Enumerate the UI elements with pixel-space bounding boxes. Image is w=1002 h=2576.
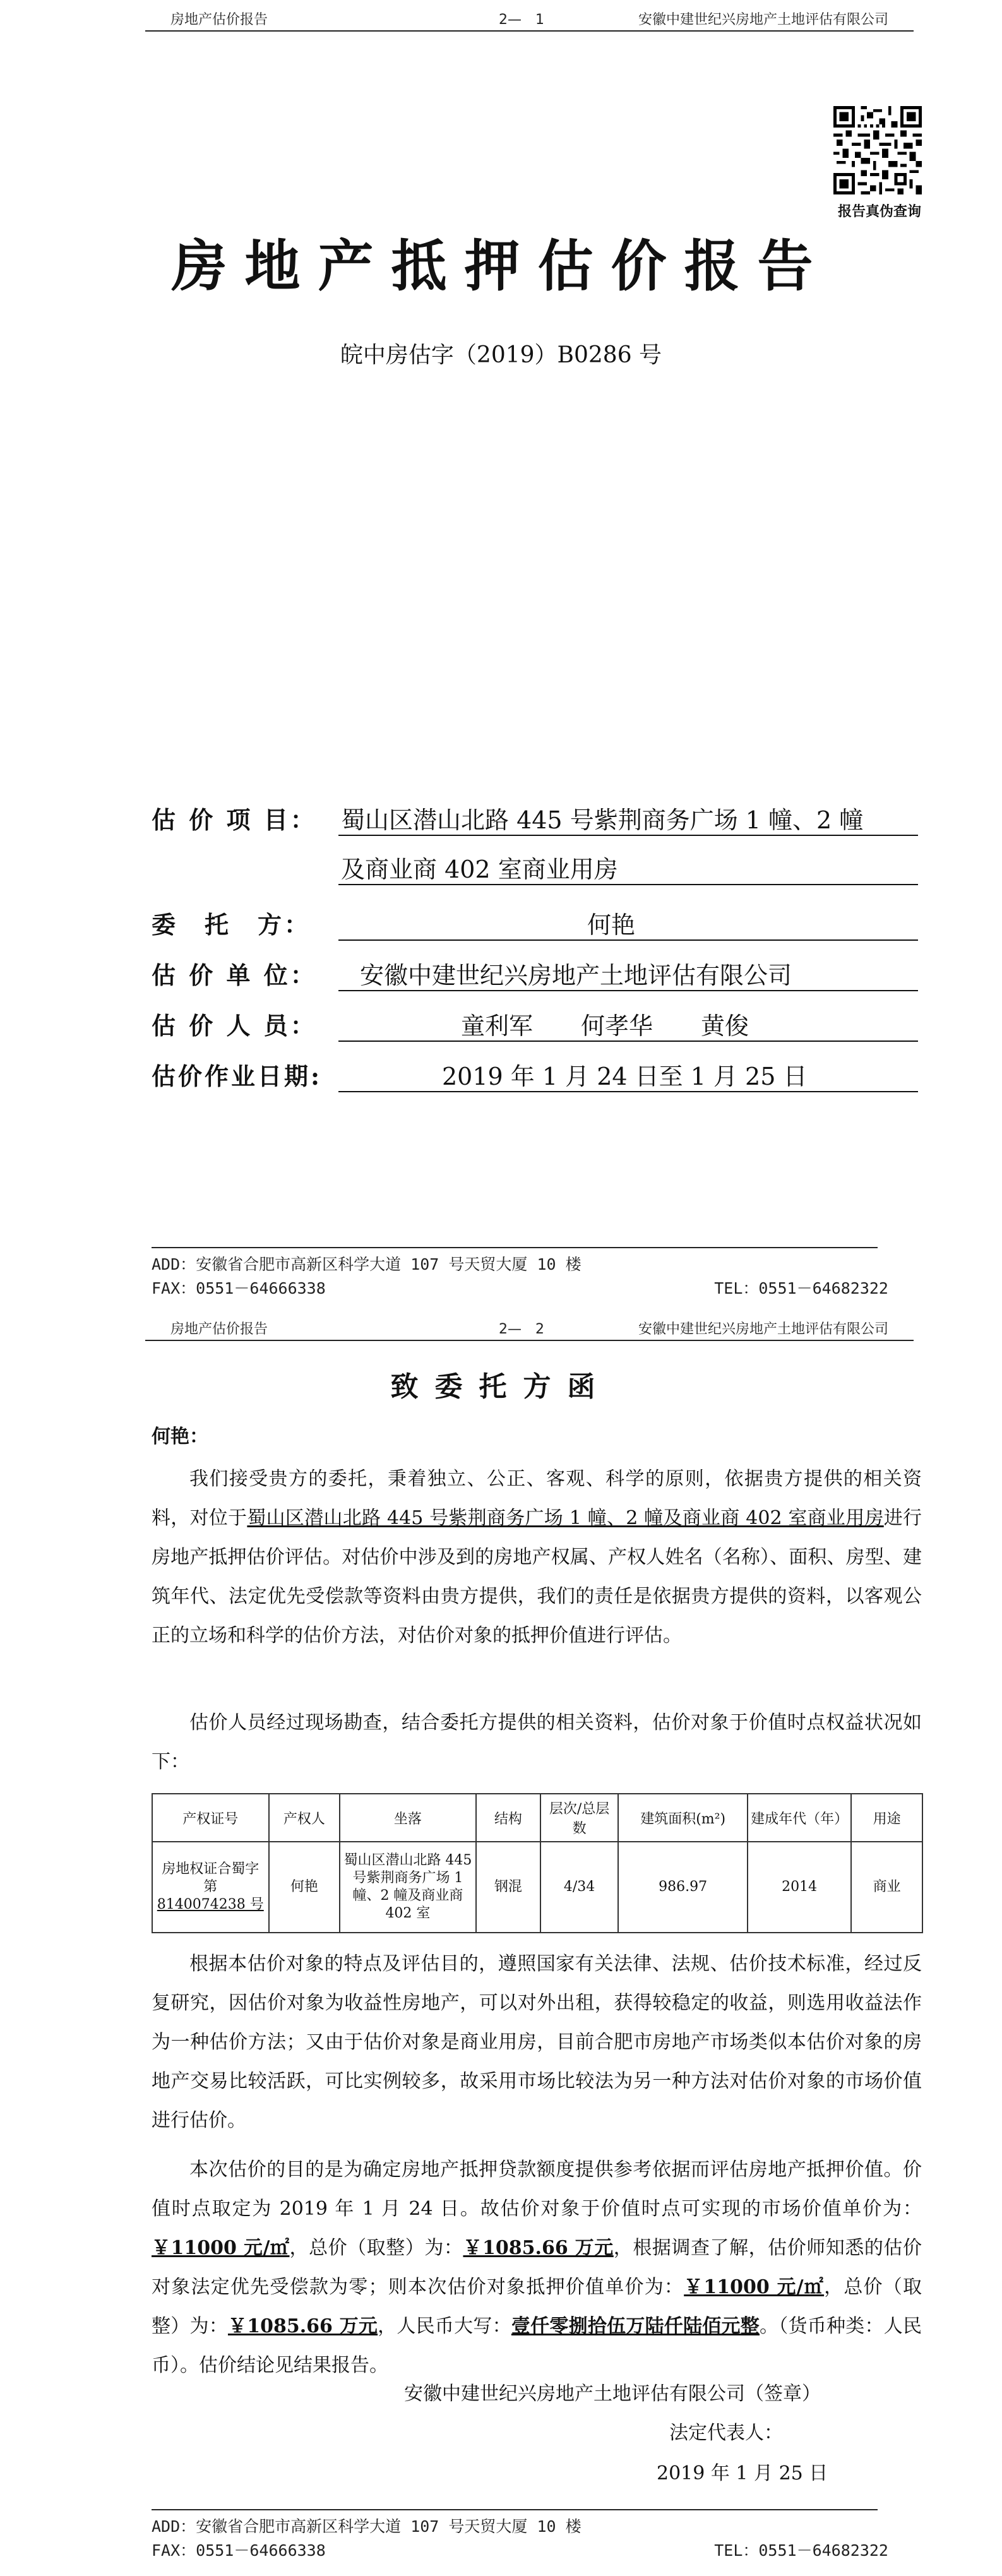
property-table xyxy=(152,1793,923,1933)
paragraph-4-f: 。（货币种类：人民币）。估价结论见结果报告。 xyxy=(152,2315,922,2376)
paragraph-4-b: ，总价（取整）为： xyxy=(289,2237,463,2259)
paragraph-4 xyxy=(152,2150,922,2385)
paragraph-4-c: ，根据调查了解，估价师知悉的估价对象法定优先受偿款为零；则本次估价对象抵押价值单价为： xyxy=(152,2237,922,2298)
table-header: 建成年代（年） xyxy=(748,1794,851,1842)
table-header: 结构 xyxy=(476,1794,541,1842)
field-appraisers-label: 估 价 人 员： xyxy=(152,1011,317,1040)
field-project-value-line1: 蜀山区潜山北路 445 号紫荆商务广场 1 幢、2 幢 xyxy=(341,806,864,834)
header-company: 安徽中建世纪兴房地产土地评估有限公司 xyxy=(638,12,888,28)
letter-page xyxy=(0,1313,1002,2576)
paragraph-4-e: ，人民币大写： xyxy=(378,2315,511,2337)
field-client-label: 委 托 方： xyxy=(152,910,311,939)
header-page-number: 2— 2 xyxy=(499,1321,544,1337)
footer-rule xyxy=(152,1247,878,1248)
header-rule xyxy=(145,1340,914,1341)
footer-fax: FAX：0551－64666338 xyxy=(152,2541,326,2560)
table-header: 层次/总层数 xyxy=(540,1794,618,1842)
field-client-underline xyxy=(338,939,918,941)
table-header-row xyxy=(152,1794,922,1842)
field-project-label: 估 价 项 目： xyxy=(152,806,317,834)
qr-label: 报告真伪查询 xyxy=(837,204,921,220)
table-header: 产权人 xyxy=(269,1794,340,1842)
table-cell-location: 蜀山区潜山北路 445 号紫荆商务广场 1 幢、2 幢及商业商 402 室 xyxy=(340,1842,475,1933)
table-cell-use: 商业 xyxy=(851,1842,922,1933)
field-appraisers-underline xyxy=(338,1041,918,1042)
total-price-uppercase: 壹仟零捌拾伍万陆仟陆佰元整 xyxy=(511,2315,760,2337)
paragraph-1 xyxy=(152,1460,922,1655)
signing-date: 2019 年 1 月 25 日 xyxy=(657,2462,828,2484)
footer-address: ADD：安徽省合肥市高新区科学大道 107 号天贸大厦 10 楼 xyxy=(152,2517,582,2536)
field-dates-value: 2019 年 1 月 24 日至 1 月 25 日 xyxy=(442,1063,808,1090)
table-cell-floor: 4/34 xyxy=(540,1842,618,1933)
paragraph-1-body: 进行房地产抵押估价评估。对估价中涉及到的房地产权属、产权人姓名（名称）、面积、房型、建筑年代、法定优先受偿款等资料由贵方提供，我们的责任是依据贵方提供的资料，以客观公正的立场和科学的估价方法，对估价对象的抵押价值进行评估。 xyxy=(152,1507,922,1647)
legal-representative: 法定代表人： xyxy=(669,2422,783,2444)
field-client-value: 何艳 xyxy=(587,911,636,939)
page-header xyxy=(145,1313,914,1341)
property-address: 蜀山区潜山北路 445 号紫荆商务广场 1 幢、2 幢及商业商 402 室商业用房 xyxy=(247,1507,884,1529)
paragraph-1-intro: 我们接受贵方的委托，秉着独立、公正、客观、科学的原则，依据贵方提供的相关资料，对位于 xyxy=(152,1468,922,1529)
table-cell-year: 2014 xyxy=(748,1842,851,1933)
field-project-underline xyxy=(338,835,918,836)
footer-address: ADD：安徽省合肥市高新区科学大道 107 号天贸大厦 10 楼 xyxy=(152,1255,582,1273)
cert-prefix: 房地权证合蜀字第 xyxy=(162,1861,259,1895)
report-title: 房地产抵押估价报告 xyxy=(171,233,831,299)
field-dates-underline xyxy=(338,1091,918,1092)
market-total-price: ￥1085.66 万元 xyxy=(463,2237,614,2259)
cert-number: 8140074238 号 xyxy=(157,1897,264,1912)
table-cell-cert xyxy=(152,1842,269,1933)
footer-rule xyxy=(152,2509,878,2510)
table-row xyxy=(152,1842,922,1933)
footer-tel: TEL：0551－64682322 xyxy=(714,2541,888,2560)
footer-fax: FAX：0551－64666338 xyxy=(152,1279,326,1297)
market-unit-price: ￥11000 元/㎡ xyxy=(152,2237,290,2259)
signer-company: 安徽中建世纪兴房地产土地评估有限公司（签章） xyxy=(404,2383,821,2405)
table-header: 用途 xyxy=(851,1794,922,1842)
header-page-number: 2— 1 xyxy=(499,12,544,28)
letter-title: 致委托方函 xyxy=(390,1371,612,1403)
salutation: 何艳： xyxy=(152,1426,208,1448)
field-unit-label: 估 价 单 位： xyxy=(152,961,317,989)
field-appraisers-value: 童利军 何孝华 黄俊 xyxy=(461,1012,749,1040)
paragraph-2: 估价人员经过现场勘查，结合委托方提供的相关资料，估价对象于价值时点权益状况如下： xyxy=(152,1712,922,1773)
table-cell-area: 986.97 xyxy=(618,1842,748,1933)
mortgage-unit-price: ￥11000 元/㎡ xyxy=(684,2276,825,2298)
header-doc-type: 房地产估价报告 xyxy=(170,12,268,28)
field-project-underline-2 xyxy=(338,884,918,885)
table-cell-structure: 钢混 xyxy=(476,1842,541,1933)
header-rule xyxy=(145,30,914,32)
table-header: 坐落 xyxy=(340,1794,475,1842)
field-project-value-line2: 及商业商 402 室商业用房 xyxy=(341,856,618,883)
field-dates-label: 估价作业日期: xyxy=(152,1062,323,1090)
field-unit-underline xyxy=(338,990,918,991)
field-unit-value: 安徽中建世纪兴房地产土地评估有限公司 xyxy=(360,962,792,989)
footer-tel: TEL：0551－64682322 xyxy=(714,1279,888,1297)
report-number: 皖中房估字（2019）B0286 号 xyxy=(340,342,662,368)
paragraph-3: 根据本估价对象的特点及评估目的，遵照国家有关法律、法规、估价技术标准，经过反复研究，因估价对象为收益性房地产，可以对外出租，获得较稳定的收益，则选用收益法作为一种估价方法；又由于估价对象是商业用房，目前合肥市房地产市场类似本估价对象的房地产交易比较活跃，可比实例较多，故采用市场比较法为另一种方法对估价对象的市场价值进行估价。 xyxy=(152,1953,922,2132)
header-company: 安徽中建世纪兴房地产土地评估有限公司 xyxy=(638,1321,888,1337)
table-header: 建筑面积(m²) xyxy=(618,1794,748,1842)
header-doc-type: 房地产估价报告 xyxy=(170,1321,268,1337)
paragraph-4-intro: 本次估价的目的是为确定房地产抵押贷款额度提供参考依据而评估房地产抵押价值。价值时点取定为 2019 年 1 月 24 日。故估价对象于价值时点可实现的市场价值单价为： xyxy=(152,2159,922,2220)
mortgage-total-price: ￥1085.66 万元 xyxy=(227,2315,378,2337)
page-header xyxy=(145,4,914,32)
qr-code-icon[interactable] xyxy=(833,106,922,194)
table-header: 产权证号 xyxy=(152,1794,269,1842)
table-cell-owner: 何艳 xyxy=(269,1842,340,1933)
paragraph-4-d: ，总价（取整）为： xyxy=(152,2276,922,2337)
